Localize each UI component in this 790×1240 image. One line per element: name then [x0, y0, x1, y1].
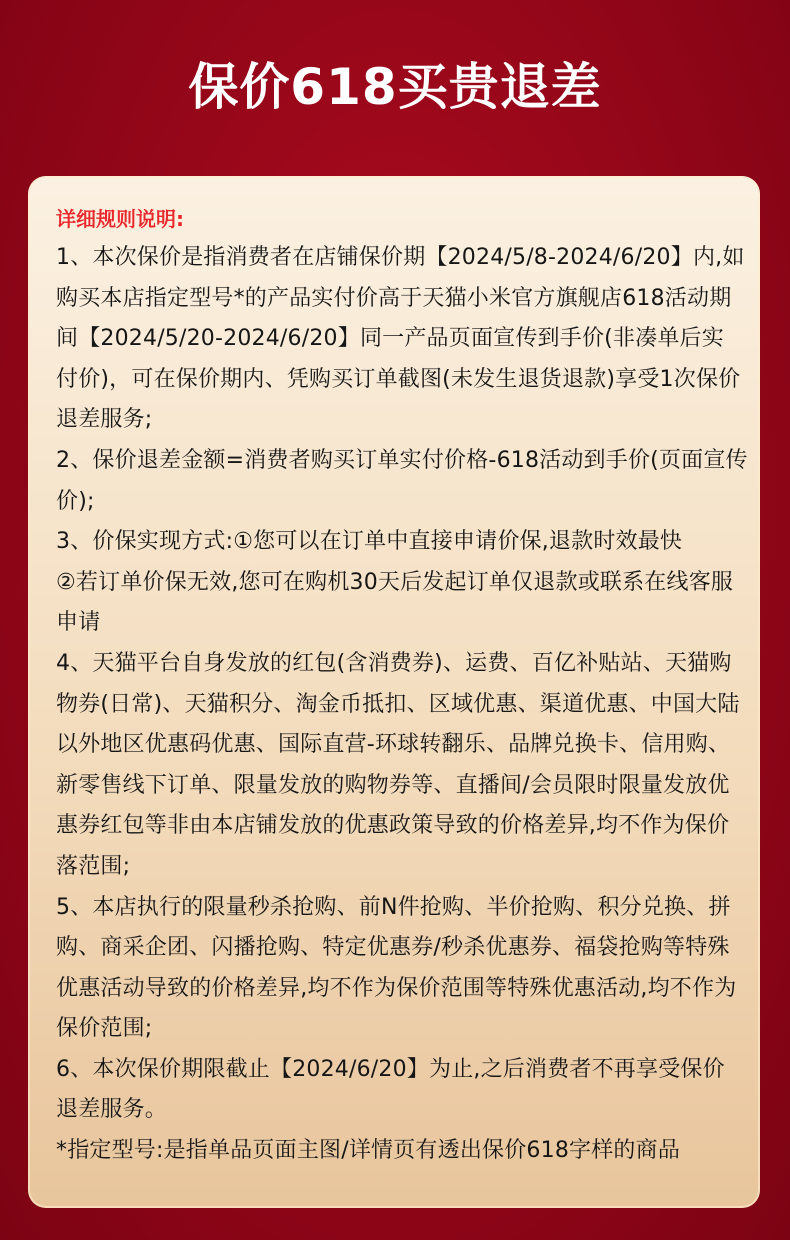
rules-body	[56, 238, 748, 1172]
rules-heading: 详细规则说明:	[56, 207, 184, 231]
rule-line: 价);	[56, 488, 95, 514]
rule-line: 惠券红包等非由本店铺发放的优惠政策导致的价格差异,均不作为保价	[56, 813, 730, 839]
rule-line: 5、本店执行的限量秒杀抢购、前N件抢购、半价抢购、积分兑换、拼	[56, 894, 731, 920]
rule-line: 购买本店指定型号*的产品实付价高于天猫小米官方旗舰店618活动期	[56, 285, 732, 311]
rule-line: 保价范围;	[56, 1016, 153, 1042]
rule-line: *指定型号:是指单品页面主图/详情页有透出保价618字样的商品	[56, 1138, 681, 1164]
rule-line: ②若订单价保无效,您可在购机30天后发起订单仅退款或联系在线客服	[56, 569, 734, 595]
rule-line: 申请	[56, 610, 101, 636]
page-title: 保价618买贵退差	[188, 58, 602, 116]
rule-line: 新零售线下订单、限量发放的购物券等、直播间/会员限时限量发放优	[56, 772, 730, 798]
rule-line: 2、保价退差金额=消费者购买订单实付价格-618活动到手价(页面宣传	[56, 447, 748, 473]
rule-line: 3、价保实现方式:①您可以在订单中直接申请价保,退款时效最快	[56, 529, 683, 555]
rule-line: 退差服务。	[56, 1097, 168, 1123]
rule-line: 退差服务;	[56, 407, 153, 433]
rule-line: 优惠活动导致的价格差异,均不作为保价范围等特殊优惠活动,均不作为	[56, 975, 737, 1001]
rule-line: 物券(日常)、天猫积分、淘金币抵扣、区域优惠、渠道优惠、中国大陆	[56, 691, 740, 717]
rule-line: 6、本次保价期限截止【2024/6/20】为止,之后消费者不再享受保价	[56, 1056, 725, 1082]
rule-line: 1、本次保价是指消费者在店铺保价期【2024/5/8-2024/6/20】内,如	[56, 245, 745, 270]
rules-card	[28, 176, 760, 1208]
rule-line: 4、天猫平台自身发放的红包(含消费券)、运费、百亿补贴站、天猫购	[56, 650, 732, 676]
rule-line: 落范围;	[56, 853, 131, 879]
rule-line: 以外地区优惠码优惠、国际直营-环球转翻乐、品牌兑换卡、信用购、	[56, 732, 731, 758]
rule-line: 付价)，可在保价期内、凭购买订单截图(未发生退货退款)享受1次保价	[56, 366, 741, 392]
rule-line: 购、商采企团、闪播抢购、特定优惠券/秒杀优惠券、福袋抢购等特殊	[56, 935, 730, 961]
rule-line: 间【2024/5/20-2024/6/20】同一产品页面宣传到手价(非凑单后实	[56, 326, 724, 352]
